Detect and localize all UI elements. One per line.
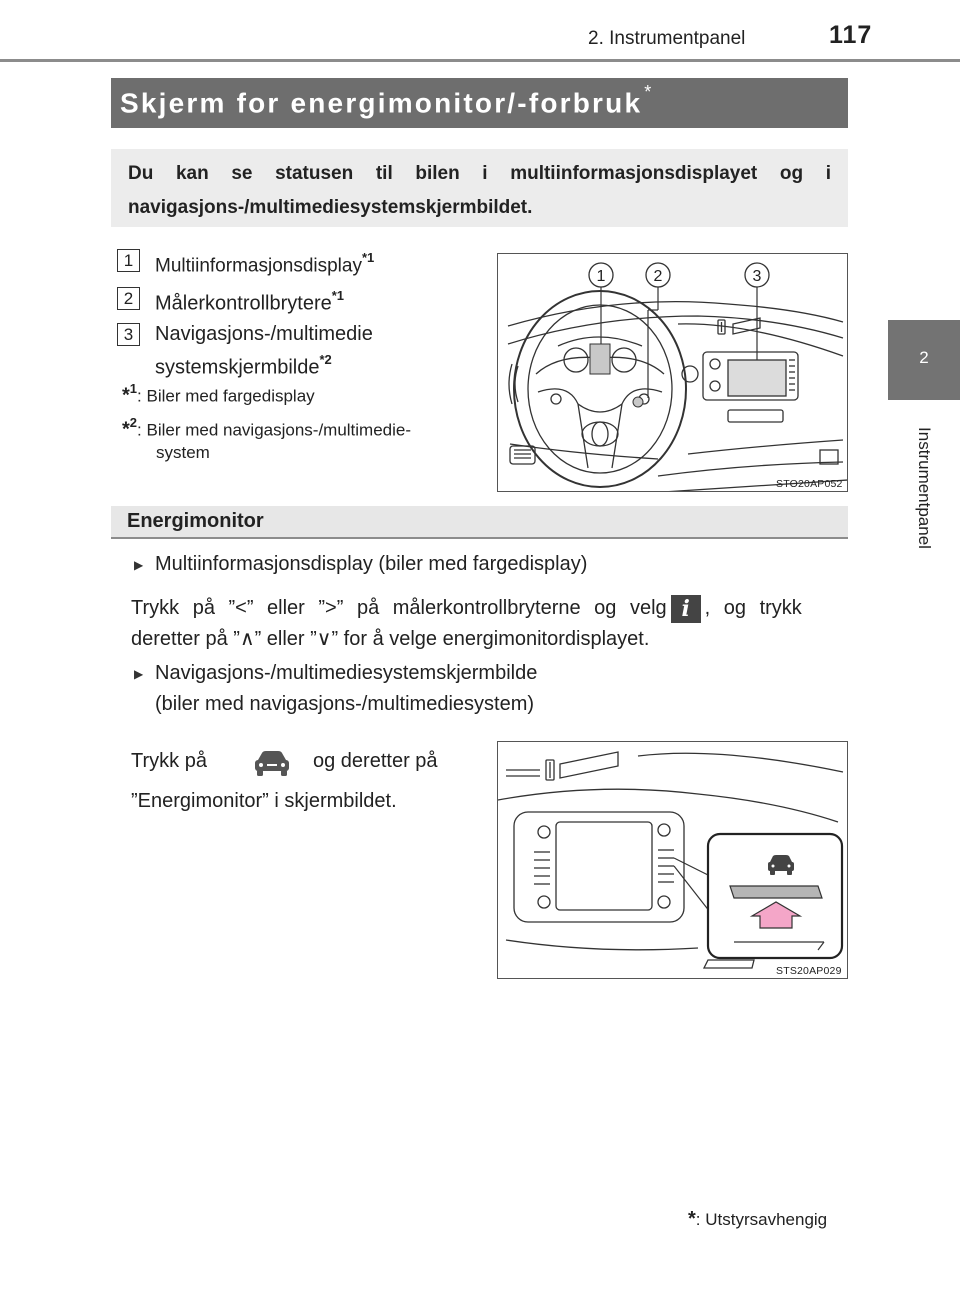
legend-sup-2: *1 bbox=[331, 288, 345, 303]
legend-number-2: 2 bbox=[117, 287, 140, 310]
page-number: 117 bbox=[829, 21, 873, 49]
legend-text-3-line2: systemskjermbilde bbox=[155, 356, 320, 379]
figure-2-code: STS20AP029 bbox=[776, 965, 842, 977]
dashboard-illustration bbox=[498, 254, 848, 492]
paragraph-1-end: , og trykk bbox=[704, 597, 802, 619]
energimonitor-header bbox=[111, 506, 848, 539]
legend-sup-3: *2 bbox=[319, 352, 332, 367]
info-i-icon: i bbox=[671, 595, 701, 623]
paragraph-2-mid: og deretter på bbox=[313, 750, 438, 772]
arrow-bullet-icon: ▶ bbox=[134, 558, 144, 572]
section-title bbox=[120, 82, 654, 119]
chapter-tab[interactable] bbox=[888, 320, 960, 400]
legend-text-3-line1: Navigasjons-/multimedie bbox=[155, 323, 373, 345]
legend-number-1: 1 bbox=[117, 249, 140, 272]
note-1-star: * bbox=[122, 384, 130, 407]
head-unit-figure bbox=[497, 741, 848, 979]
energimonitor-title: Energimonitor bbox=[127, 510, 264, 532]
footnote-star: * bbox=[688, 1208, 696, 1230]
note-2-num: 2 bbox=[129, 415, 138, 430]
chapter-tab-label-box bbox=[888, 400, 960, 576]
paragraph-1 bbox=[131, 593, 841, 624]
section-title-text: Skjerm for energimonitor/-forbruk bbox=[120, 87, 643, 119]
header-rule bbox=[0, 59, 960, 62]
callout-2-label: 2 bbox=[653, 268, 663, 285]
note-2-text-line1: : Biler med navigasjons-/multimedie- bbox=[137, 420, 412, 440]
section-header: 2. Instrumentpanel bbox=[588, 28, 746, 49]
item-nav-line1: Navigasjons-/multimediesystemskjermbilde bbox=[155, 662, 538, 684]
legend-number-3: 3 bbox=[117, 323, 140, 346]
paragraph-2-start: Trykk på bbox=[131, 750, 207, 772]
callout-3-label: 3 bbox=[752, 268, 762, 285]
chapter-tab-number: 2 bbox=[919, 348, 929, 367]
item-nav-line2: (biler med navigasjons-/multimediesystem) bbox=[155, 693, 535, 715]
head-unit-illustration bbox=[498, 742, 848, 979]
arrow-bullet-icon-2: ▶ bbox=[134, 667, 144, 681]
intro-text: Du kan se statusen til bilen i multiinformasjonsdisplayet og i navigasjons-/multimediesystemskjermbildet. bbox=[128, 163, 831, 218]
figure-1-code: STO20AP052 bbox=[776, 478, 843, 490]
callout-1-label: 1 bbox=[596, 268, 606, 285]
note-1-num: 1 bbox=[129, 381, 138, 396]
footnote bbox=[688, 1208, 827, 1231]
legend-text-2: Målerkontrollbrytere bbox=[155, 292, 332, 315]
intro-box bbox=[111, 149, 848, 227]
item-multi-info: Multiinformasjonsdisplay (biler med fargedisplay) bbox=[155, 553, 588, 575]
legend-item-3 bbox=[155, 321, 373, 382]
legend-text-1: Multiinformasjonsdisplay bbox=[155, 255, 362, 277]
legend-sup-1: *1 bbox=[361, 250, 375, 265]
legend-item-1 bbox=[155, 246, 374, 279]
footnote-text: : Utstyrsavhengig bbox=[695, 1210, 828, 1229]
chapter-tab-label: Instrumentpanel bbox=[915, 427, 934, 549]
note-1 bbox=[122, 376, 315, 412]
note-2-star: * bbox=[122, 418, 130, 441]
section-title-bar bbox=[111, 78, 848, 128]
title-asterisk: * bbox=[644, 82, 654, 102]
dashboard-figure bbox=[497, 253, 848, 492]
paragraph-1-start: Trykk på ”<” eller ”>” på målerkontrollbryterne og velg bbox=[131, 597, 667, 619]
car-icon bbox=[252, 749, 292, 777]
note-2-continued: system bbox=[156, 443, 210, 462]
note-1-text: : Biler med fargedisplay bbox=[137, 386, 315, 406]
legend-item-2 bbox=[155, 284, 344, 318]
paragraph-1-line2: deretter på ”∧” eller ”∨” for å velge energimonitordisplayet. bbox=[131, 628, 650, 650]
paragraph-2-line2: ”Energimonitor” i skjermbildet. bbox=[131, 790, 397, 812]
